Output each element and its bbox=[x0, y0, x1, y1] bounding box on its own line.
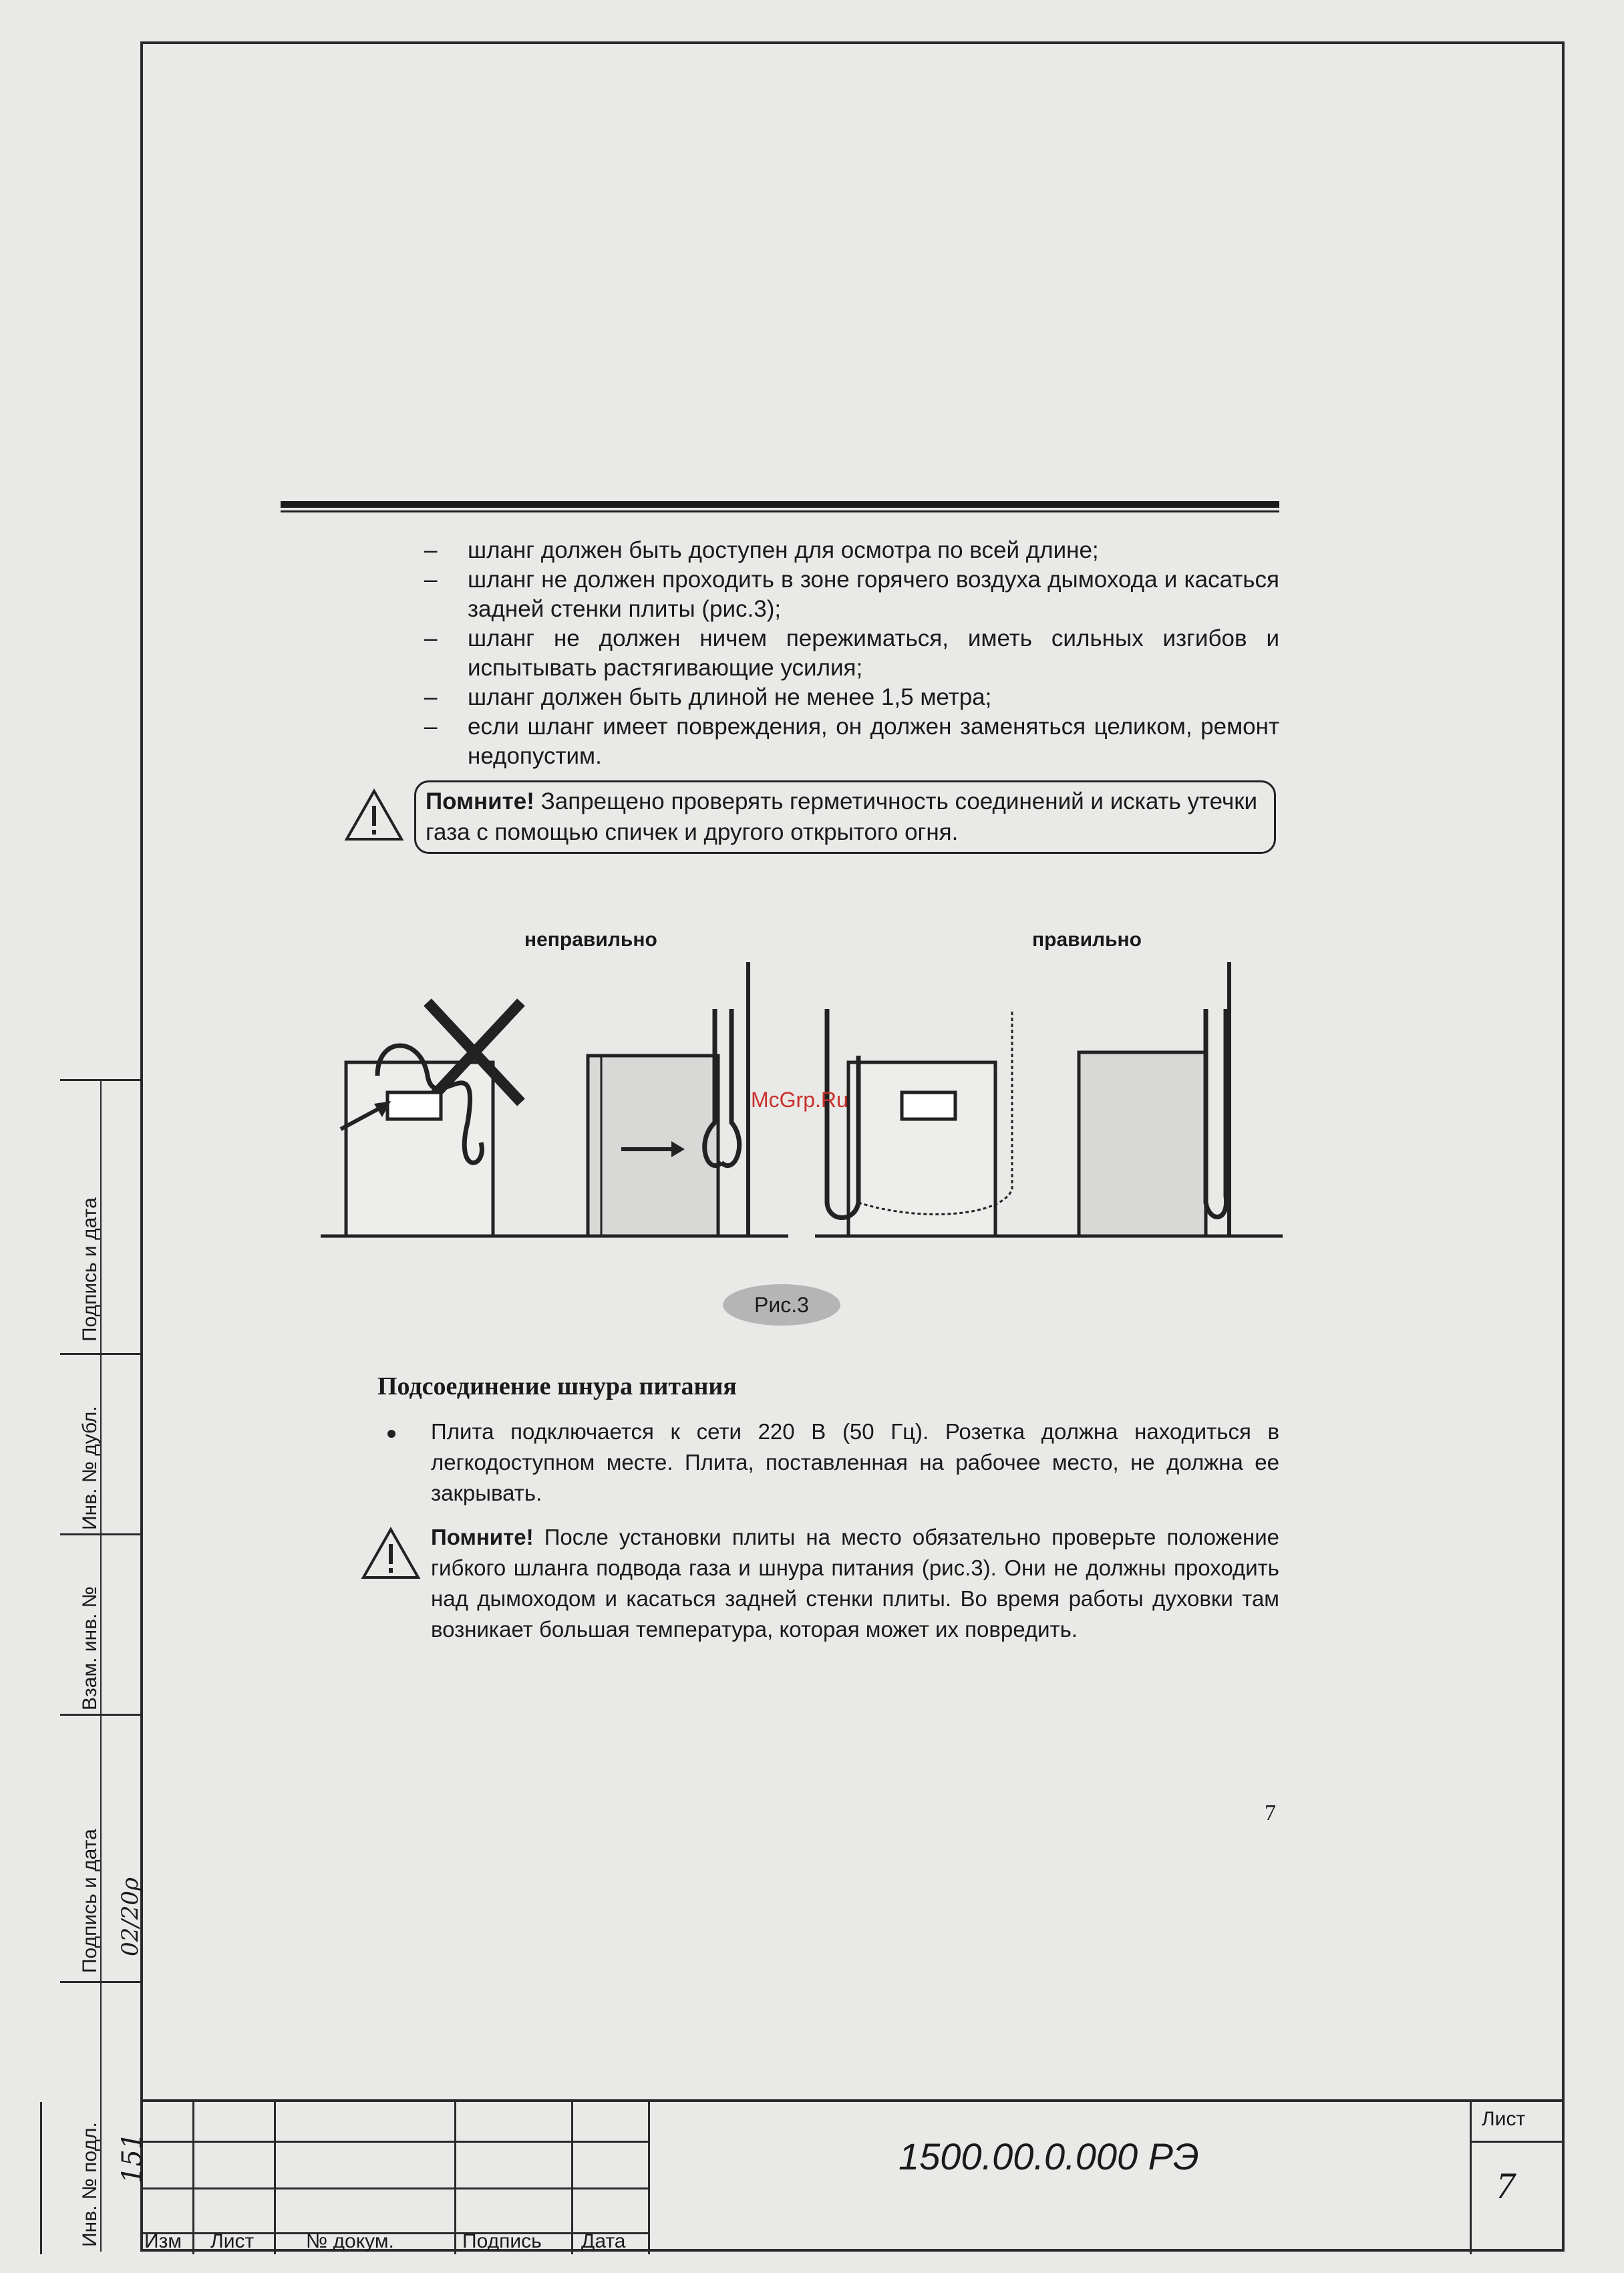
col-date: Дата bbox=[581, 2230, 626, 2252]
side-label: Инв. № подл. bbox=[79, 2122, 101, 2247]
col-signature: Подпись bbox=[462, 2230, 542, 2252]
warning-note-installation bbox=[431, 1522, 1279, 1645]
hose-requirements-list bbox=[424, 536, 1279, 771]
document-code: 1500.00.0.000 РЭ bbox=[899, 2135, 1199, 2177]
side-label: Подпись и дата bbox=[79, 1829, 101, 1973]
header-rule-thin bbox=[281, 510, 1279, 512]
grid-line bbox=[1470, 2141, 1565, 2143]
section-title: Подсоединение шнура питания bbox=[377, 1372, 737, 1400]
grid-line bbox=[192, 2102, 194, 2254]
sheet-number: 7 bbox=[1496, 2165, 1515, 2207]
side-label: Инв. № дубл. bbox=[79, 1406, 101, 1530]
col-list: Лист bbox=[210, 2230, 255, 2252]
grid-line bbox=[648, 2102, 650, 2254]
col-izm: Изм bbox=[144, 2230, 182, 2252]
note-emphasis: Помните! bbox=[431, 1525, 534, 1549]
grid-line bbox=[140, 2187, 648, 2189]
sheet-label: Лист bbox=[1482, 2108, 1526, 2130]
note-emphasis: Помните! bbox=[426, 788, 534, 814]
title-block bbox=[140, 2099, 1565, 2254]
handwritten-inv: 151 bbox=[117, 2132, 148, 2183]
note-text: Запрещено проверять герметичность соединений и искать утечки газа с помощью спичек и другого открытого огня. bbox=[426, 788, 1258, 845]
warning-note-matches bbox=[414, 780, 1276, 854]
section-paragraph: Плита подключается к сети 220 В (50 Гц). Розетка должна находиться в легкодоступном месте. Плита, поставленная на рабочее место, не должна ее закрывать. bbox=[431, 1419, 1279, 1505]
warning-icon bbox=[361, 1527, 421, 1580]
side-label: Взам. инв. № bbox=[79, 1586, 101, 1710]
grid-line bbox=[454, 2102, 456, 2254]
grid-line bbox=[274, 2102, 276, 2254]
watermark: McGrp.Ru bbox=[751, 1088, 848, 1112]
list-item: – шланг не должен проходить в зоне горячего воздуха дымохода и касаться задней стенки плиты (рис.3); bbox=[424, 565, 1279, 624]
side-stamp-divider bbox=[60, 1079, 102, 2252]
header-rule bbox=[281, 501, 1279, 508]
side-label: Подпись и дата bbox=[79, 1197, 101, 1342]
list-item: – шланг должен быть доступен для осмотра по всей длине; bbox=[424, 536, 1279, 565]
grid-line bbox=[1470, 2102, 1472, 2254]
page-number: 7 bbox=[1265, 1801, 1276, 1825]
grid-line bbox=[40, 2102, 42, 2254]
warning-icon bbox=[344, 788, 404, 842]
grid-line bbox=[571, 2102, 573, 2254]
figure-label-wrong: неправильно bbox=[524, 929, 657, 951]
handwritten-date: 02/20ρ bbox=[117, 1877, 144, 1956]
bullet-dot bbox=[387, 1430, 395, 1438]
figure-label-right: правильно bbox=[1032, 929, 1142, 951]
col-doc: № докум. bbox=[306, 2230, 394, 2252]
grid-line bbox=[140, 2141, 648, 2143]
figure-caption bbox=[723, 1284, 840, 1326]
list-item: – шланг должен быть длиной не менее 1,5 метра; bbox=[424, 683, 1279, 712]
figure-caption-text: Рис.3 bbox=[754, 1292, 809, 1317]
list-item: – если шланг имеет повреждения, он должен заменяться целиком, ремонт недопустим. bbox=[424, 712, 1279, 771]
figure-hose-installation bbox=[321, 922, 1296, 1243]
list-item: – шланг не должен ничем пережиматься, иметь сильных изгибов и испытывать растягивающие усилия; bbox=[424, 624, 1279, 683]
note-text: После установки плиты на место обязательно проверьте положение гибкого шланга подвода газа и шнура питания (рис.3). Они не должны проходить над дымоходом и касаться задней стенки плиты. Во время работы духовки там возникает большая температура, которая может их повредить. bbox=[431, 1525, 1279, 1642]
